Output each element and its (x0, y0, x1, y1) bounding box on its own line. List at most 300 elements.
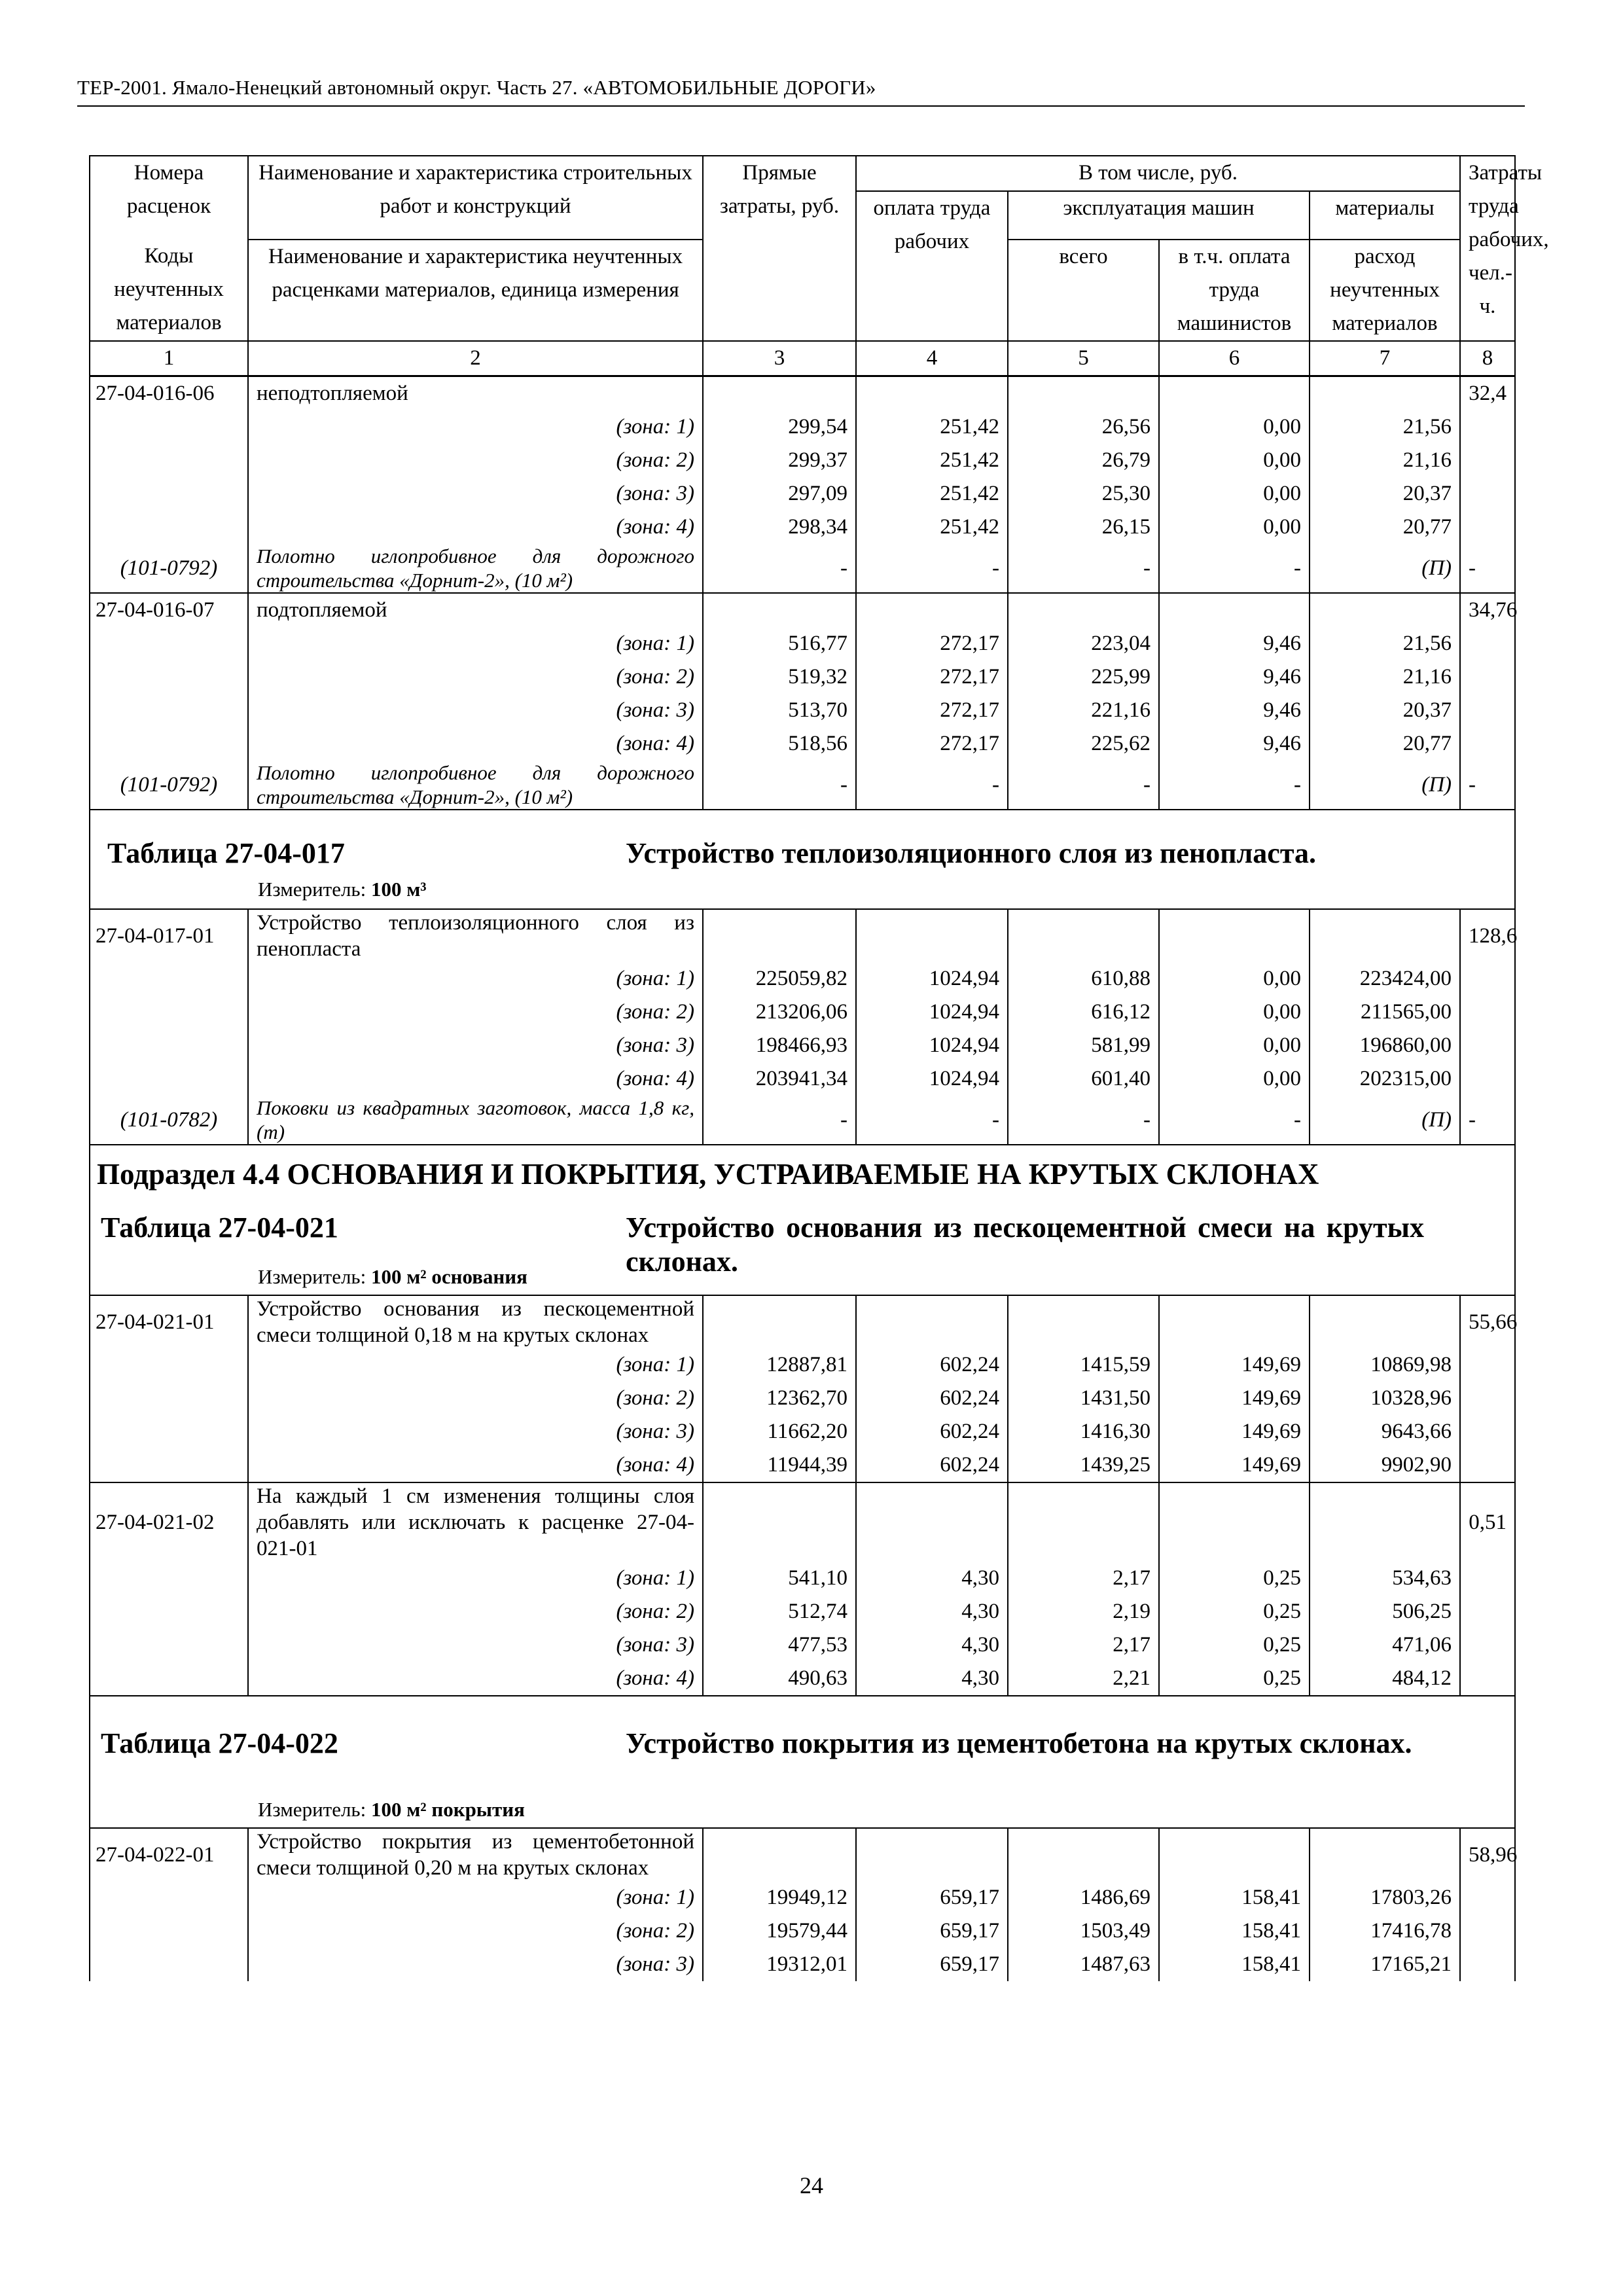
materials-cost: 506,25 (1310, 1595, 1460, 1628)
labor-cell (1460, 1914, 1515, 1948)
direct-cost: 516,77 (703, 627, 856, 660)
machines-total: 225,62 (1008, 727, 1159, 761)
zone-label: (зона: 3) (248, 477, 703, 511)
materials-cost: 10869,98 (1310, 1348, 1460, 1382)
material-wages: - (856, 761, 1008, 810)
materials-cost: 20,77 (1310, 727, 1460, 761)
zone-row (90, 410, 1515, 444)
rate-row (90, 909, 1515, 962)
material-direct: - (703, 761, 856, 810)
empty-cell (856, 593, 1008, 627)
material-labor: - (1460, 761, 1515, 810)
worker-wages: 4,30 (856, 1562, 1008, 1595)
machinist-wages: 0,00 (1159, 996, 1310, 1029)
zone-row (90, 1448, 1515, 1482)
zone-label: (зона: 4) (248, 1062, 703, 1096)
labor-cell (1460, 1662, 1515, 1696)
material-direct: - (703, 544, 856, 593)
machinist-wages: 0,25 (1159, 1595, 1310, 1628)
empty-cell (1159, 909, 1310, 962)
labor-cell (1460, 627, 1515, 660)
table-body (90, 156, 1549, 1981)
machines-total: 223,04 (1008, 627, 1159, 660)
labor-cell (1460, 1562, 1515, 1595)
table-label: Таблица 27-04-022 (101, 1727, 338, 1759)
labor-cost: 34,76 (1460, 593, 1515, 627)
code-cell (90, 1595, 248, 1628)
header-materials: материалы (1310, 191, 1460, 240)
materials-cost: 17803,26 (1310, 1881, 1460, 1914)
header-rule (77, 105, 1525, 107)
machines-total: 616,12 (1008, 996, 1159, 1029)
labor-cell (1460, 410, 1515, 444)
machinist-wages: 0,25 (1159, 1562, 1310, 1595)
worker-wages: 272,17 (856, 627, 1008, 660)
labor-cell (1460, 1448, 1515, 1482)
materials-cost: 534,63 (1310, 1562, 1460, 1595)
page-number: 24 (800, 2172, 823, 2198)
worker-wages: 602,24 (856, 1415, 1008, 1448)
rate-code: 27-04-016-07 (90, 593, 248, 627)
direct-cost: 19579,44 (703, 1914, 856, 1948)
worker-wages: 272,17 (856, 660, 1008, 694)
rate-row (90, 1295, 1515, 1348)
subsection-row (90, 1145, 1515, 1191)
zone-row (90, 962, 1515, 996)
zone-label: (зона: 3) (248, 694, 703, 727)
zone-row (90, 1595, 1515, 1628)
labor-cell (1460, 1628, 1515, 1662)
direct-cost: 213206,06 (703, 996, 856, 1029)
machines-total: 1416,30 (1008, 1415, 1159, 1448)
machinist-wages: 149,69 (1159, 1448, 1310, 1482)
header-col6: в т.ч. оплата труда машинистов (1159, 240, 1310, 341)
empty-cell (856, 1828, 1008, 1881)
material-flag: (П) (1310, 1096, 1460, 1145)
zone-row (90, 660, 1515, 694)
zone-label: (зона: 3) (248, 1415, 703, 1448)
table-title-row (90, 1696, 1515, 1828)
worker-wages: 659,17 (856, 1948, 1008, 1981)
code-cell (90, 627, 248, 660)
machines-total: 1415,59 (1008, 1348, 1159, 1382)
machines-total: 25,30 (1008, 477, 1159, 511)
material-name: Полотно иглопробивное для дорожного строительства «Дорнит-2», (10 м²) (248, 544, 703, 593)
code-cell (90, 1881, 248, 1914)
labor-cell (1460, 660, 1515, 694)
unaccounted-material-row (90, 1096, 1515, 1145)
empty-cell (1159, 1482, 1310, 1562)
zone-row (90, 1948, 1515, 1981)
machines-total: 610,88 (1008, 962, 1159, 996)
zone-label: (зона: 1) (248, 410, 703, 444)
empty-cell (856, 909, 1008, 962)
rate-name: неподтопляемой (248, 376, 703, 411)
zone-row (90, 627, 1515, 660)
header-col2-bottom: Наименование и характеристика неучтенных расценками материалов, единица измерения (248, 240, 703, 341)
column-number: 2 (248, 341, 703, 376)
empty-cell (1310, 909, 1460, 962)
empty-cell (1008, 1828, 1159, 1881)
header-machines: эксплуатация машин (1008, 191, 1310, 240)
labor-cell (1460, 996, 1515, 1029)
measure-label: Измеритель: (258, 878, 366, 901)
zone-label: (зона: 2) (248, 660, 703, 694)
material-mach-wages: - (1159, 761, 1310, 810)
worker-wages: 251,42 (856, 410, 1008, 444)
material-labor: - (1460, 544, 1515, 593)
code-cell (90, 1948, 248, 1981)
unaccounted-material-row (90, 761, 1515, 810)
rate-code: 27-04-021-01 (90, 1295, 248, 1348)
material-mach: - (1008, 761, 1159, 810)
machinist-wages: 149,69 (1159, 1382, 1310, 1415)
header-col1-top: Номера расценок (90, 156, 248, 240)
machinist-wages: 0,00 (1159, 1029, 1310, 1062)
code-cell (90, 1382, 248, 1415)
header-col3: Прямые затраты, руб. (703, 156, 856, 341)
zone-row (90, 511, 1515, 544)
machinist-wages: 0,00 (1159, 410, 1310, 444)
rate-name: Устройство покрытия из цементобетонной смеси толщиной 0,20 м на крутых склонах (248, 1828, 703, 1881)
direct-cost: 518,56 (703, 727, 856, 761)
material-mach: - (1008, 544, 1159, 593)
machines-total: 225,99 (1008, 660, 1159, 694)
empty-cell (1310, 593, 1460, 627)
materials-cost: 9902,90 (1310, 1448, 1460, 1482)
machines-total: 221,16 (1008, 694, 1159, 727)
empty-cell (856, 376, 1008, 411)
column-number: 7 (1310, 341, 1460, 376)
direct-cost: 519,32 (703, 660, 856, 694)
worker-wages: 1024,94 (856, 996, 1008, 1029)
empty-cell (1310, 376, 1460, 411)
direct-cost: 12362,70 (703, 1382, 856, 1415)
materials-cost: 21,16 (1310, 444, 1460, 477)
header-col1-bottom: Коды неучтенных материалов (90, 240, 248, 341)
zone-row (90, 996, 1515, 1029)
column-number: 8 (1460, 341, 1515, 376)
table-title: Устройство покрытия из цементобетона на крутых склонах. (626, 1727, 1412, 1759)
zone-label: (зона: 1) (248, 1881, 703, 1914)
column-number: 1 (90, 341, 248, 376)
material-wages: - (856, 544, 1008, 593)
empty-cell (703, 376, 856, 411)
empty-cell (703, 1295, 856, 1348)
machines-total: 1503,49 (1008, 1914, 1159, 1948)
header-col2-top: Наименование и характеристика строительных работ и конструкций (248, 156, 703, 240)
labor-cell (1460, 1948, 1515, 1981)
zone-row (90, 1062, 1515, 1096)
labor-cell (1460, 694, 1515, 727)
machinist-wages: 158,41 (1159, 1881, 1310, 1914)
direct-cost: 512,74 (703, 1595, 856, 1628)
direct-cost: 19949,12 (703, 1881, 856, 1914)
table-title-cell (90, 1696, 1515, 1828)
code-cell (90, 511, 248, 544)
materials-cost: 223424,00 (1310, 962, 1460, 996)
labor-cell (1460, 1062, 1515, 1096)
zone-row (90, 1914, 1515, 1948)
machines-total: 2,17 (1008, 1628, 1159, 1662)
labor-cost: 55,66 (1460, 1295, 1515, 1348)
header-col4: оплата труда рабочих (856, 191, 1008, 341)
machinist-wages: 0,00 (1159, 962, 1310, 996)
labor-cell (1460, 477, 1515, 511)
column-number: 6 (1159, 341, 1310, 376)
empty-cell (1008, 1295, 1159, 1348)
direct-cost: 12887,81 (703, 1348, 856, 1382)
machines-total: 2,17 (1008, 1562, 1159, 1595)
machinist-wages: 0,00 (1159, 1062, 1310, 1096)
worker-wages: 251,42 (856, 444, 1008, 477)
zone-row (90, 1881, 1515, 1914)
worker-wages: 1024,94 (856, 1029, 1008, 1062)
empty-cell (1159, 1295, 1310, 1348)
header-col5: всего (1008, 240, 1159, 341)
zone-label: (зона: 2) (248, 1595, 703, 1628)
worker-wages: 251,42 (856, 477, 1008, 511)
materials-cost: 471,06 (1310, 1628, 1460, 1662)
worker-wages: 1024,94 (856, 962, 1008, 996)
code-cell (90, 410, 248, 444)
rate-code: 27-04-021-02 (90, 1482, 248, 1562)
empty-cell (856, 1482, 1008, 1562)
material-flag: (П) (1310, 544, 1460, 593)
machinist-wages: 0,00 (1159, 511, 1310, 544)
measure-value: 100 м² основания (370, 1265, 527, 1288)
machinist-wages: 158,41 (1159, 1948, 1310, 1981)
labor-cell (1460, 962, 1515, 996)
machinist-wages: 0,25 (1159, 1662, 1310, 1696)
rate-code: 27-04-022-01 (90, 1828, 248, 1881)
table-label: Таблица 27-04-017 (107, 837, 345, 869)
worker-wages: 251,42 (856, 511, 1008, 544)
table-title: Устройство теплоизоляционного слоя из пенопласта. (626, 837, 1316, 869)
direct-cost: 541,10 (703, 1562, 856, 1595)
direct-cost: 203941,34 (703, 1062, 856, 1096)
code-cell (90, 660, 248, 694)
code-cell (90, 444, 248, 477)
measure-line (258, 872, 427, 906)
code-cell (90, 1628, 248, 1662)
labor-cost: 58,96 (1460, 1828, 1515, 1881)
materials-cost: 196860,00 (1310, 1029, 1460, 1062)
material-labor: - (1460, 1096, 1515, 1145)
materials-cost: 20,37 (1310, 694, 1460, 727)
labor-cell (1460, 444, 1515, 477)
material-code: (101-0792) (90, 544, 248, 593)
worker-wages: 659,17 (856, 1881, 1008, 1914)
code-cell (90, 1562, 248, 1595)
labor-cell (1460, 727, 1515, 761)
worker-wages: 602,24 (856, 1448, 1008, 1482)
rate-name: подтопляемой (248, 593, 703, 627)
material-mach-wages: - (1159, 544, 1310, 593)
machinist-wages: 149,69 (1159, 1348, 1310, 1382)
code-cell (90, 727, 248, 761)
code-cell (90, 1914, 248, 1948)
code-cell (90, 477, 248, 511)
running-header: ТЕР-2001. Ямало-Ненецкий автономный округ. Часть 27. «АВТОМОБИЛЬНЫЕ ДОРОГИ» (77, 76, 876, 99)
materials-cost: 21,16 (1310, 660, 1460, 694)
subsection-title: Подраздел 4.4 ОСНОВАНИЯ И ПОКРЫТИЯ, УСТРАИВАЕМЫЕ НА КРУТЫХ СКЛОНАХ (97, 1158, 1319, 1191)
empty-cell (703, 1482, 856, 1562)
empty-cell (1159, 593, 1310, 627)
code-cell (90, 962, 248, 996)
table-title-cell (90, 810, 1515, 909)
rate-name: Устройство основания из пескоцементной смеси толщиной 0,18 м на крутых склонах (248, 1295, 703, 1348)
zone-label: (зона: 2) (248, 444, 703, 477)
labor-cell (1460, 1595, 1515, 1628)
rate-name: На каждый 1 см изменения толщины слоя добавлять или исключать к расценке 27-04-021-01 (248, 1482, 703, 1562)
zone-label: (зона: 2) (248, 996, 703, 1029)
machines-total: 1431,50 (1008, 1382, 1159, 1415)
measure-line (258, 1793, 525, 1826)
machines-total: 26,79 (1008, 444, 1159, 477)
machinist-wages: 0,25 (1159, 1628, 1310, 1662)
materials-cost: 20,77 (1310, 511, 1460, 544)
direct-cost: 297,09 (703, 477, 856, 511)
worker-wages: 272,17 (856, 694, 1008, 727)
empty-cell (703, 909, 856, 962)
materials-cost: 17165,21 (1310, 1948, 1460, 1981)
zone-label: (зона: 1) (248, 1348, 703, 1382)
measure-value: 100 м² покрытия (370, 1798, 525, 1821)
empty-cell (1008, 376, 1159, 411)
rates-table (89, 155, 1549, 1981)
empty-cell (1310, 1482, 1460, 1562)
labor-cell (1460, 511, 1515, 544)
column-number: 3 (703, 341, 856, 376)
machinist-wages: 9,46 (1159, 660, 1310, 694)
direct-cost: 11944,39 (703, 1448, 856, 1482)
zone-label: (зона: 2) (248, 1382, 703, 1415)
zone-row (90, 1562, 1515, 1595)
zone-row (90, 1662, 1515, 1696)
material-code: (101-0782) (90, 1096, 248, 1145)
machines-total: 1487,63 (1008, 1948, 1159, 1981)
empty-cell (1310, 1828, 1460, 1881)
material-flag: (П) (1310, 761, 1460, 810)
rates-table-sheet (89, 155, 1549, 2153)
worker-wages: 1024,94 (856, 1062, 1008, 1096)
labor-cell (1460, 1029, 1515, 1062)
worker-wages: 4,30 (856, 1628, 1008, 1662)
material-code: (101-0792) (90, 761, 248, 810)
materials-cost: 21,56 (1310, 410, 1460, 444)
materials-cost: 10328,96 (1310, 1382, 1460, 1415)
machinist-wages: 9,46 (1159, 627, 1310, 660)
worker-wages: 4,30 (856, 1662, 1008, 1696)
empty-cell (1159, 376, 1310, 411)
rate-row (90, 376, 1515, 411)
table-title-cell (90, 1191, 1515, 1295)
zone-label: (зона: 1) (248, 627, 703, 660)
zone-label: (зона: 4) (248, 1662, 703, 1696)
empty-cell (1008, 1482, 1159, 1562)
code-cell (90, 1662, 248, 1696)
code-cell (90, 1029, 248, 1062)
labor-cell (1460, 1382, 1515, 1415)
empty-cell (1310, 1295, 1460, 1348)
labor-cost: 0,51 (1460, 1482, 1515, 1562)
table-label: Таблица 27-04-021 (101, 1211, 338, 1244)
worker-wages: 272,17 (856, 727, 1008, 761)
empty-cell (1008, 909, 1159, 962)
labor-cost: 128,6 (1460, 909, 1515, 962)
rate-row (90, 1828, 1515, 1881)
measure-value: 100 м³ (370, 878, 427, 901)
machines-total: 1439,25 (1008, 1448, 1159, 1482)
table-title-row (90, 1191, 1515, 1295)
zone-row (90, 1415, 1515, 1448)
machines-total: 2,21 (1008, 1662, 1159, 1696)
material-wages: - (856, 1096, 1008, 1145)
machinist-wages: 9,46 (1159, 727, 1310, 761)
labor-cell (1460, 1348, 1515, 1382)
zone-label: (зона: 1) (248, 962, 703, 996)
zone-row (90, 694, 1515, 727)
direct-cost: 298,34 (703, 511, 856, 544)
machines-total: 2,19 (1008, 1595, 1159, 1628)
zone-label: (зона: 3) (248, 1029, 703, 1062)
machines-total: 26,15 (1008, 511, 1159, 544)
direct-cost: 19312,01 (703, 1948, 856, 1981)
empty-cell (1159, 1828, 1310, 1881)
code-cell (90, 694, 248, 727)
zone-label: (зона: 2) (248, 1914, 703, 1948)
labor-cost: 32,4 (1460, 376, 1515, 411)
zone-row (90, 444, 1515, 477)
rate-row (90, 1482, 1515, 1562)
zone-row (90, 1029, 1515, 1062)
zone-label: (зона: 3) (248, 1948, 703, 1981)
zone-label: (зона: 3) (248, 1628, 703, 1662)
materials-cost: 202315,00 (1310, 1062, 1460, 1096)
zone-row (90, 727, 1515, 761)
zone-row (90, 1382, 1515, 1415)
direct-cost: 299,54 (703, 410, 856, 444)
direct-cost: 513,70 (703, 694, 856, 727)
measure-label: Измеритель: (258, 1798, 366, 1821)
machinist-wages: 9,46 (1159, 694, 1310, 727)
materials-cost: 21,56 (1310, 627, 1460, 660)
measure-label: Измеритель: (258, 1265, 366, 1288)
rate-name: Устройство теплоизоляционного слоя из пенопласта (248, 909, 703, 962)
material-name: Полотно иглопробивное для дорожного строительства «Дорнит-2», (10 м²) (248, 761, 703, 810)
machines-total: 1486,69 (1008, 1881, 1159, 1914)
material-direct: - (703, 1096, 856, 1145)
direct-cost: 477,53 (703, 1628, 856, 1662)
code-cell (90, 996, 248, 1029)
materials-cost: 484,12 (1310, 1662, 1460, 1696)
direct-cost: 198466,93 (703, 1029, 856, 1062)
zone-row (90, 477, 1515, 511)
material-mach: - (1008, 1096, 1159, 1145)
table-title-row (90, 810, 1515, 909)
code-cell (90, 1415, 248, 1448)
machines-total: 26,56 (1008, 410, 1159, 444)
column-number: 5 (1008, 341, 1159, 376)
unaccounted-material-row (90, 544, 1515, 593)
materials-cost: 9643,66 (1310, 1415, 1460, 1448)
rate-row (90, 593, 1515, 627)
worker-wages: 602,24 (856, 1382, 1008, 1415)
header-col7: расход неучтенных материалов (1310, 240, 1460, 341)
zone-label: (зона: 4) (248, 511, 703, 544)
machines-total: 581,99 (1008, 1029, 1159, 1062)
